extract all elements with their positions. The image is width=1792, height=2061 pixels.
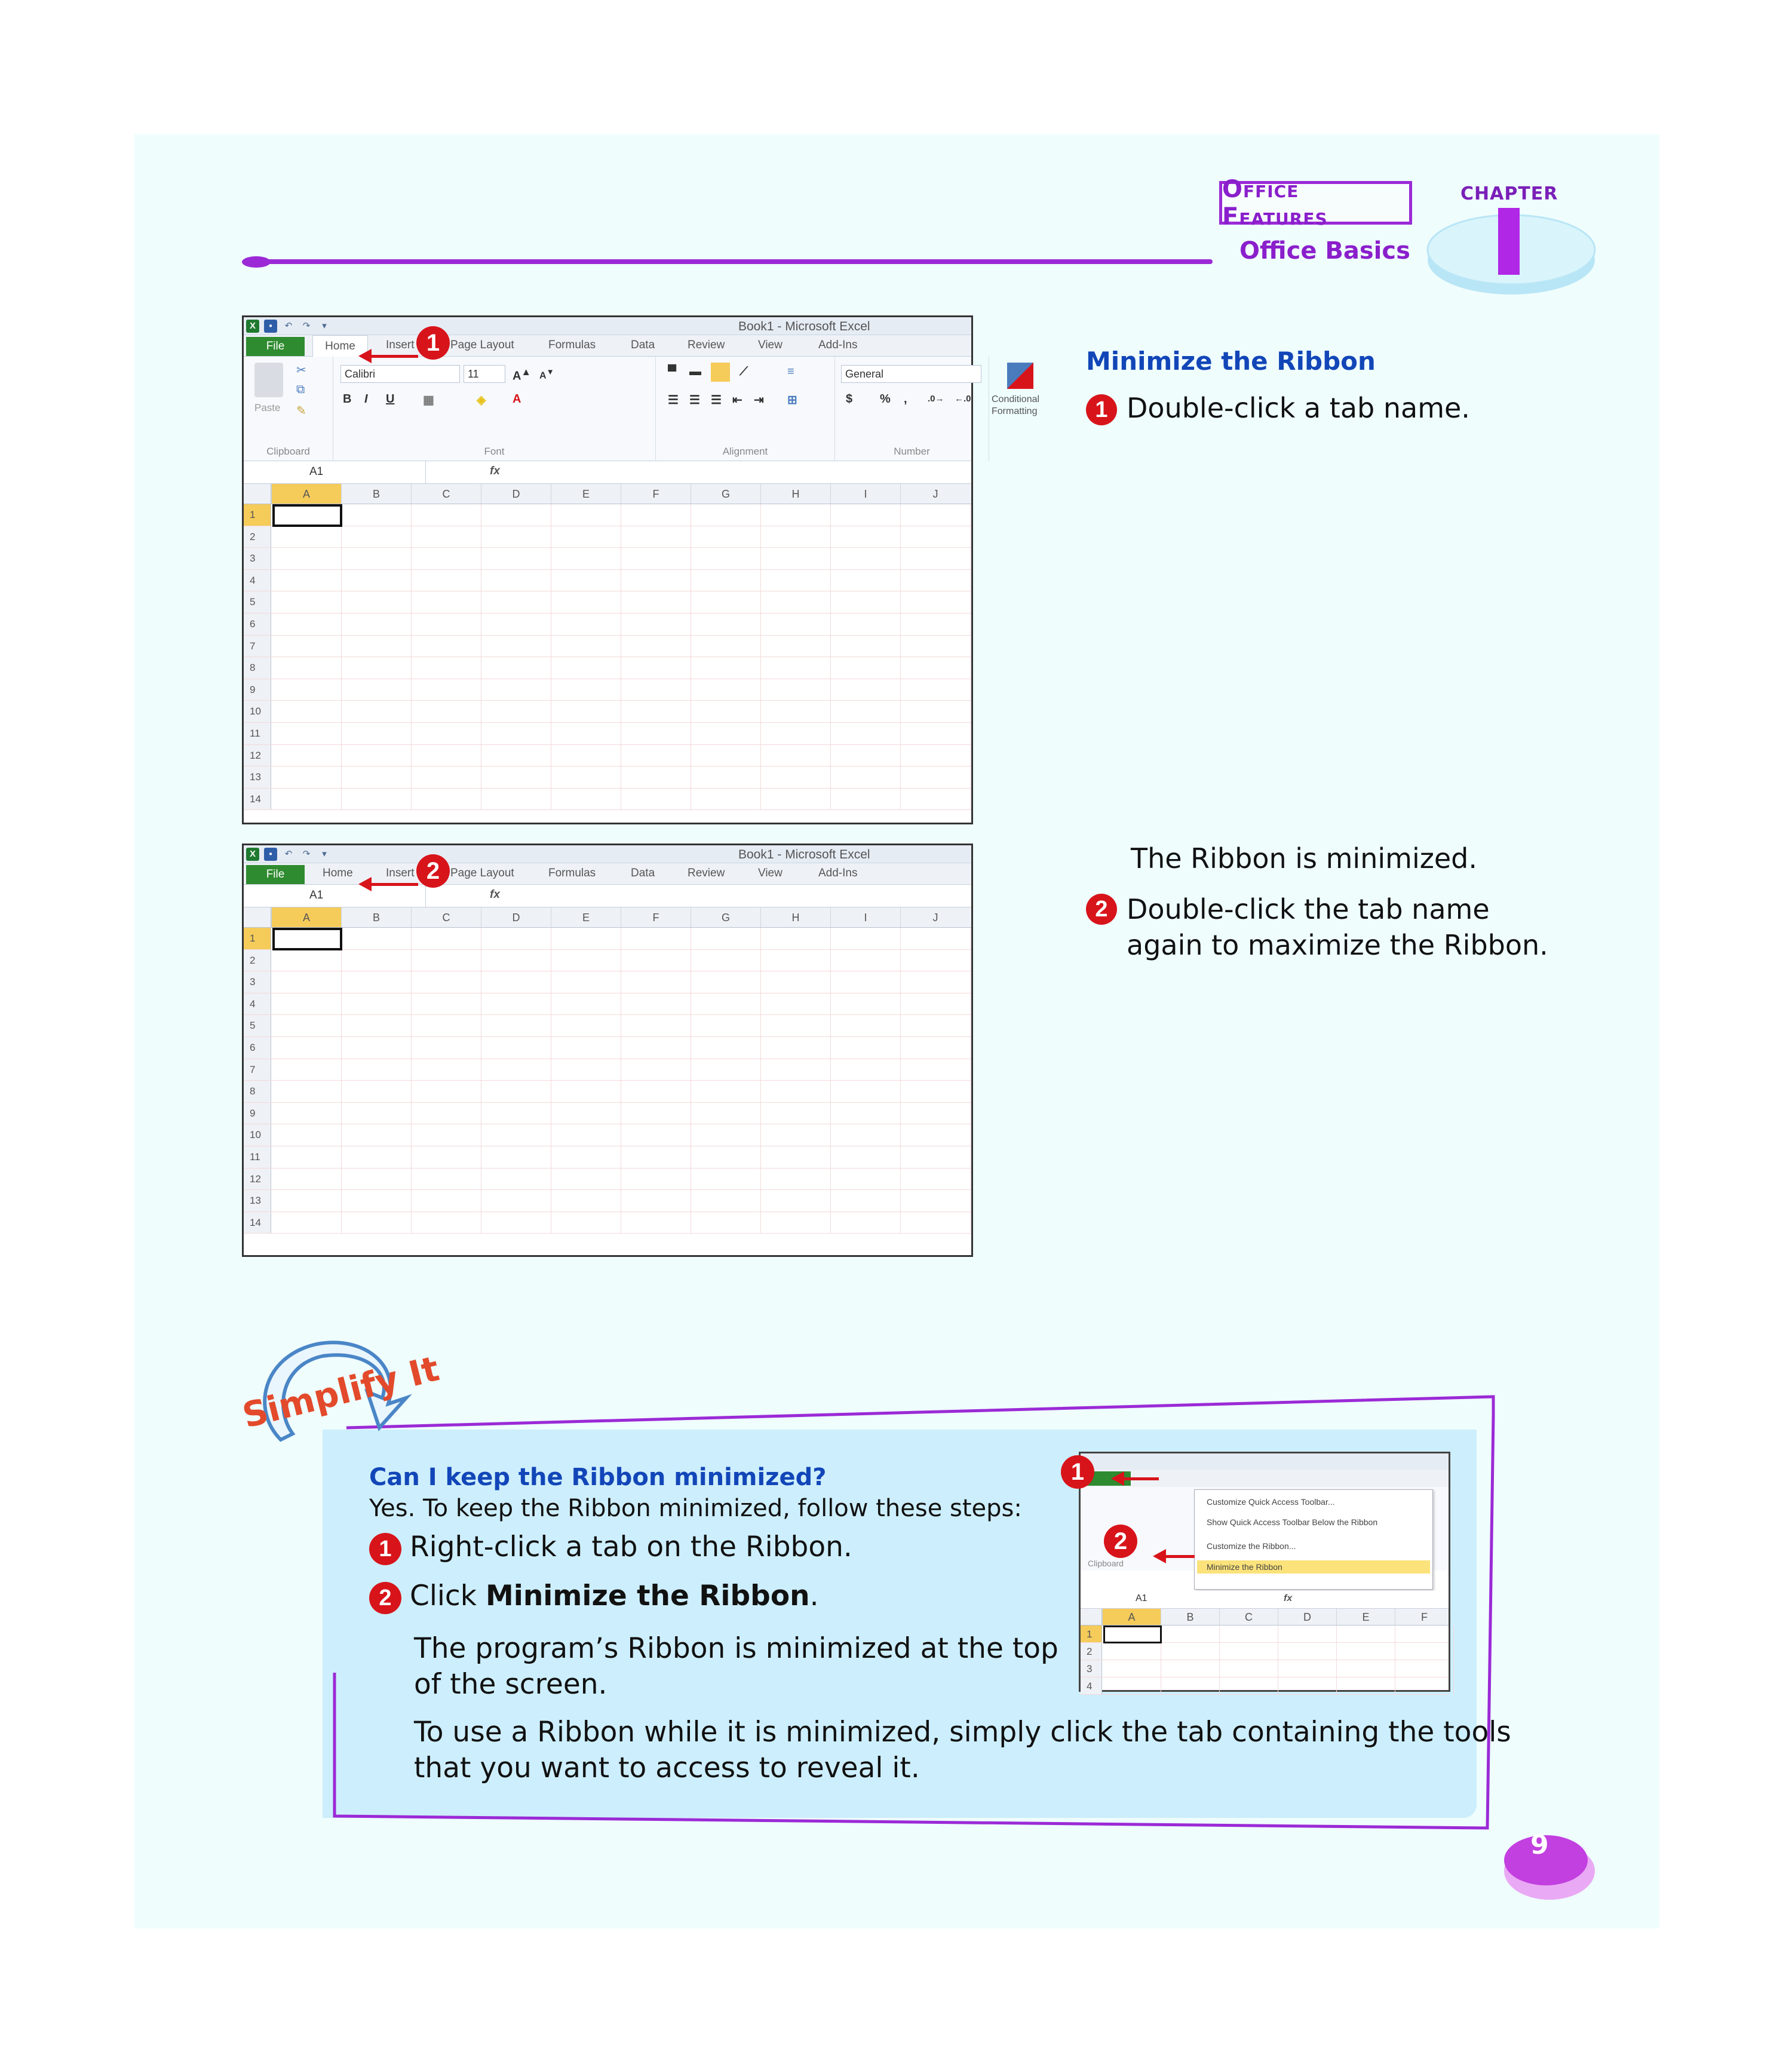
- sheet-row: [244, 766, 971, 789]
- grid-line: [1219, 1626, 1220, 1695]
- selected-cell-a1[interactable]: [272, 504, 342, 527]
- sheet-row: [244, 950, 971, 972]
- currency-icon[interactable]: $: [846, 392, 853, 406]
- row-header-11[interactable]: 11: [244, 723, 271, 744]
- chapter-number-bar: [1498, 208, 1520, 275]
- row-header-9[interactable]: 9: [244, 679, 271, 701]
- simplify-note-2-line-1: To use a Ribbon while it is minimized, simply click the tab containing the tools: [414, 1716, 1511, 1749]
- chapter-label: CHAPTER: [1460, 183, 1558, 204]
- simplify-callout-badge-1: 1: [1061, 1455, 1094, 1489]
- save-icon[interactable]: ▪: [264, 320, 277, 333]
- tab-review[interactable]: Review: [688, 339, 725, 351]
- group-label-number: Number: [894, 446, 930, 457]
- simplify-it-logo: [227, 1314, 454, 1482]
- increase-indent-icon[interactable]: ⇥: [754, 394, 764, 407]
- excel-title-bar: [244, 317, 971, 335]
- simplify-note-2-line-2: that you want to access to reveal it.: [414, 1752, 920, 1784]
- mini-formula-bar: [1081, 1591, 1449, 1609]
- sheet-row: [244, 591, 971, 614]
- menu-item-show-qat-below[interactable]: Show Quick Access Toolbar Below the Ribbon: [1207, 1517, 1378, 1527]
- grid-line: [1336, 1626, 1337, 1695]
- header-rule: [245, 259, 1213, 264]
- decrease-decimal-icon[interactable]: ←.0: [955, 394, 971, 404]
- grow-font-icon[interactable]: A▲: [513, 366, 531, 383]
- column-header-d[interactable]: D: [481, 484, 551, 504]
- underline-icon[interactable]: U: [386, 392, 395, 406]
- paste-icon[interactable]: [254, 363, 283, 397]
- sheet-row: [244, 1190, 971, 1212]
- conditional-formatting-label[interactable]: Conditional Formatting: [992, 394, 1040, 416]
- alignment-group: [656, 357, 835, 461]
- simplify-step-1: [369, 1531, 852, 1565]
- column-header-f[interactable]: F: [621, 907, 691, 927]
- redo-icon[interactable]: ↷: [302, 849, 311, 859]
- step-1-badge: 1: [1086, 394, 1117, 425]
- selected-cell-a1[interactable]: [272, 928, 342, 950]
- simplify-callout-badge-2: 2: [1104, 1525, 1137, 1558]
- align-right-icon[interactable]: ☰: [711, 394, 722, 407]
- row-header-11[interactable]: 11: [244, 1146, 271, 1168]
- sheet-row: [244, 1103, 971, 1125]
- select-all-corner[interactable]: [1081, 1609, 1102, 1625]
- tab-view[interactable]: View: [758, 867, 783, 879]
- tab-add-ins[interactable]: Add-Ins: [818, 339, 858, 351]
- callout-arrow-2: [370, 883, 418, 886]
- grid-line: [341, 504, 342, 810]
- tab-page-layout[interactable]: Page Layout: [450, 339, 514, 351]
- tab-home[interactable]: Home: [323, 867, 353, 879]
- simplify-step-2: [369, 1580, 819, 1614]
- column-header-c[interactable]: C: [1219, 1609, 1278, 1625]
- column-header-b[interactable]: B: [1161, 1609, 1219, 1625]
- formula-bar: [244, 885, 971, 907]
- sheet-row: [244, 614, 971, 636]
- ribbon: [244, 357, 1040, 461]
- callout-badge-2: 2: [416, 854, 450, 888]
- window-title: Book1 - Microsoft Excel: [738, 848, 870, 861]
- column-headers: [244, 907, 971, 928]
- column-header-b[interactable]: B: [341, 484, 411, 504]
- excel-title-bar: [244, 845, 971, 863]
- row-header-14[interactable]: 14: [244, 789, 271, 810]
- simplify-step-1-badge: 1: [369, 1533, 401, 1565]
- column-header-i[interactable]: I: [830, 484, 900, 504]
- step-2-bold: Minimize the Ribbon: [485, 1580, 810, 1612]
- sheet-row: [244, 504, 971, 526]
- row-header-6[interactable]: 6: [244, 614, 271, 635]
- group-label-font: Font: [484, 446, 505, 457]
- step-1-text: Double-click a tab name.: [1127, 392, 1470, 424]
- grid-line: [341, 928, 342, 1234]
- tab-insert[interactable]: Insert: [386, 339, 415, 351]
- feature-label: Office Features: [1219, 181, 1412, 225]
- excel-screenshot-minimized: [242, 844, 973, 1257]
- menu-item-minimize-ribbon[interactable]: Minimize the Ribbon: [1197, 1560, 1430, 1574]
- mini-clipboard-label: Clipboard: [1088, 1559, 1124, 1568]
- undo-icon[interactable]: ↶: [284, 849, 293, 859]
- sheet-row: [244, 1168, 971, 1191]
- row-header-7[interactable]: 7: [244, 1059, 271, 1081]
- sheet-row: [244, 548, 971, 570]
- grid-line: [900, 928, 901, 1234]
- callout-arrow-1: [370, 355, 418, 358]
- grid-line: [830, 504, 831, 810]
- group-label-clipboard: Clipboard: [266, 446, 310, 457]
- cut-icon[interactable]: ✂: [296, 364, 306, 377]
- mini-name-box[interactable]: A1: [1136, 1593, 1147, 1603]
- tab-review[interactable]: Review: [688, 867, 725, 879]
- group-label-alignment: Alignment: [722, 446, 768, 457]
- instruction-step-1: [1086, 392, 1470, 425]
- sheet-grid: [244, 504, 971, 827]
- select-all-corner[interactable]: [244, 484, 271, 504]
- page-number-badge: [1499, 1822, 1600, 1906]
- row-header-13[interactable]: 13: [244, 766, 271, 788]
- row-header-3[interactable]: 3: [1081, 1660, 1102, 1677]
- simplify-question: Can I keep the Ribbon minimized?: [369, 1464, 827, 1491]
- callout-badge-1: 1: [416, 326, 450, 360]
- sheet-row: [244, 928, 971, 950]
- mini-fx-icon[interactable]: fx: [1284, 1593, 1293, 1603]
- tab-formulas[interactable]: Formulas: [548, 339, 596, 351]
- simplify-step-2-text: [410, 1580, 819, 1612]
- column-headers: [244, 484, 971, 504]
- row-header-1[interactable]: 1: [1081, 1626, 1102, 1642]
- tab-file[interactable]: File: [246, 865, 305, 884]
- sheet-row: [244, 1015, 971, 1037]
- column-header-f[interactable]: F: [1395, 1609, 1453, 1625]
- grid-line: [411, 928, 412, 1234]
- mini-title-bar: [1081, 1453, 1449, 1470]
- row-header-4[interactable]: 4: [244, 570, 271, 591]
- wrap-text-icon[interactable]: ≡: [787, 365, 794, 378]
- column-header-g[interactable]: G: [691, 907, 760, 927]
- simplify-answer: Yes. To keep the Ribbon minimized, follow these steps:: [369, 1495, 1022, 1522]
- step-2-line-1: Double-click the tab name: [1127, 893, 1490, 925]
- step-2-text: [1127, 891, 1548, 963]
- sheet-row: [244, 1146, 971, 1168]
- instruction-step-2: [1086, 891, 1548, 963]
- column-header-a[interactable]: A: [1102, 1609, 1161, 1625]
- mini-selected-cell[interactable]: [1103, 1626, 1162, 1643]
- row-header-2[interactable]: 2: [244, 526, 271, 548]
- sheet-row: [244, 701, 971, 723]
- font-group: [333, 357, 656, 461]
- row-header-5[interactable]: 5: [244, 591, 271, 613]
- qat-dropdown-icon[interactable]: ▾: [322, 321, 327, 331]
- sheet-row: [244, 636, 971, 658]
- align-top-icon[interactable]: ▀: [668, 365, 677, 378]
- select-all-corner[interactable]: [244, 907, 271, 927]
- sheet-row: [244, 657, 971, 679]
- sheet-row: [244, 993, 971, 1016]
- font-size-box[interactable]: 11: [464, 365, 505, 383]
- column-header-j[interactable]: J: [900, 907, 970, 927]
- italic-icon[interactable]: I: [364, 392, 368, 406]
- simplify-step-1-text: Right-click a tab on the Ribbon.: [410, 1531, 852, 1563]
- step-2-suffix: .: [809, 1580, 819, 1612]
- grid-line: [760, 928, 761, 1234]
- redo-icon[interactable]: ↷: [302, 321, 311, 331]
- row-header-3[interactable]: 3: [244, 548, 271, 569]
- row-header-14[interactable]: 14: [244, 1212, 271, 1234]
- row-header-12[interactable]: 12: [244, 1168, 271, 1190]
- simplify-note-2: [414, 1715, 1511, 1786]
- row-header-5[interactable]: 5: [244, 1015, 271, 1036]
- simplify-note-1: [414, 1631, 1058, 1703]
- sheet-row: [244, 679, 971, 701]
- tab-insert[interactable]: Insert: [386, 867, 415, 879]
- column-header-i[interactable]: I: [830, 907, 900, 927]
- font-color-icon[interactable]: A: [513, 392, 521, 406]
- column-header-f[interactable]: F: [621, 484, 691, 504]
- borders-icon[interactable]: ▦: [423, 394, 434, 407]
- grid-line: [1453, 1626, 1454, 1695]
- column-header-c[interactable]: C: [411, 907, 481, 927]
- number-group: [835, 357, 989, 461]
- sheet-row: [244, 745, 971, 767]
- step-2-prefix: Click: [410, 1580, 486, 1612]
- bold-icon[interactable]: B: [343, 392, 352, 406]
- column-header-e[interactable]: E: [1336, 1609, 1395, 1625]
- conditional-formatting-icon[interactable]: [1007, 363, 1033, 389]
- sheet-row: [244, 1037, 971, 1059]
- sheet-row: [244, 570, 971, 592]
- formula-bar: [244, 461, 971, 484]
- sheet-row: [244, 723, 971, 745]
- comma-icon[interactable]: ,: [904, 392, 907, 406]
- sheet-row: [244, 789, 971, 811]
- merge-center-icon[interactable]: ⊞: [787, 394, 797, 407]
- sheet-grid: [244, 928, 971, 1262]
- sheet-row: [244, 1081, 971, 1103]
- column-header-g[interactable]: G: [691, 484, 760, 504]
- simplify-note-1-line-1: The program’s Ribbon is minimized at the top: [414, 1632, 1058, 1665]
- sheet-row: [1081, 1660, 1449, 1677]
- context-menu-screenshot: [1079, 1452, 1450, 1692]
- shrink-font-icon[interactable]: A▼: [539, 367, 554, 381]
- decrease-indent-icon[interactable]: ⇤: [732, 394, 742, 407]
- simplify-note-1-line-2: of the screen.: [414, 1668, 607, 1701]
- tab-data[interactable]: Data: [631, 867, 655, 879]
- step-2-badge: 2: [1086, 894, 1117, 925]
- grid-line: [970, 504, 971, 810]
- column-header-h[interactable]: H: [760, 907, 830, 927]
- fill-color-icon[interactable]: ◈: [477, 394, 486, 407]
- instruction-title: Minimize the Ribbon: [1086, 346, 1376, 376]
- column-header-d[interactable]: D: [1278, 1609, 1336, 1625]
- section-title: Office Basics: [1239, 237, 1410, 265]
- save-icon[interactable]: ▪: [264, 848, 277, 861]
- column-header-a[interactable]: A: [271, 484, 341, 504]
- row-header-2[interactable]: 2: [1081, 1643, 1102, 1660]
- fx-icon[interactable]: fx: [490, 888, 500, 901]
- align-middle-icon[interactable]: ▬: [689, 365, 701, 378]
- menu-item-customize-qat[interactable]: Customize Quick Access Toolbar...: [1207, 1497, 1335, 1507]
- ribbon-tab-row: [244, 863, 971, 885]
- align-center-icon[interactable]: ☰: [689, 394, 700, 407]
- name-box[interactable]: A1: [244, 461, 426, 483]
- window-title: Book1 - Microsoft Excel: [738, 320, 870, 333]
- row-header-10[interactable]: 10: [244, 1124, 271, 1146]
- step-2-line-2: again to maximize the Ribbon.: [1127, 929, 1548, 961]
- row-header-8[interactable]: 8: [244, 657, 271, 679]
- menu-item-customize-ribbon[interactable]: Customize the Ribbon...: [1207, 1541, 1296, 1551]
- number-format-box[interactable]: General: [841, 365, 981, 383]
- styles-group: [989, 357, 1061, 461]
- align-left-icon[interactable]: ☰: [668, 394, 679, 407]
- tab-formulas[interactable]: Formulas: [548, 867, 596, 879]
- row-header-9[interactable]: 9: [244, 1103, 271, 1124]
- row-header-3[interactable]: 3: [244, 971, 271, 993]
- orientation-icon[interactable]: ⟋: [739, 365, 748, 378]
- increase-decimal-icon[interactable]: .0→: [928, 394, 944, 404]
- fx-icon[interactable]: fx: [490, 465, 500, 477]
- tab-add-ins[interactable]: Add-Ins: [818, 867, 858, 879]
- tab-view[interactable]: View: [758, 339, 783, 351]
- align-bottom-icon[interactable]: [711, 363, 730, 382]
- row-header-10[interactable]: 10: [244, 701, 271, 722]
- excel-screenshot-ribbon: [242, 315, 1040, 824]
- clipboard-group: [244, 357, 333, 461]
- sheet-row: [244, 971, 971, 993]
- excel-app-icon: X: [246, 848, 259, 861]
- row-header-8[interactable]: 8: [244, 1081, 271, 1102]
- row-header-12[interactable]: 12: [244, 745, 271, 766]
- row-header-1[interactable]: 1: [244, 928, 271, 949]
- tab-file[interactable]: File: [246, 337, 305, 356]
- column-header-c[interactable]: C: [411, 484, 481, 504]
- format-painter-icon[interactable]: ✎: [296, 404, 306, 418]
- grid-line: [900, 504, 901, 810]
- grid-line: [830, 928, 831, 1234]
- font-name-box[interactable]: Calibri: [340, 365, 460, 383]
- row-header-2[interactable]: 2: [244, 950, 271, 971]
- row-header-4[interactable]: 4: [244, 993, 271, 1015]
- quick-access-toolbar: [246, 848, 331, 861]
- paste-label[interactable]: Paste: [254, 402, 281, 413]
- simplify-callout-arrow-1: [1123, 1477, 1159, 1480]
- excel-app-icon: X: [246, 320, 259, 333]
- row-header-1[interactable]: 1: [244, 504, 271, 526]
- sheet-row: [244, 1212, 971, 1234]
- page-number: 9: [1530, 1830, 1549, 1860]
- column-header-j[interactable]: J: [900, 484, 970, 504]
- ribbon-tab-row: [244, 335, 971, 357]
- copy-icon[interactable]: ⧉: [296, 383, 305, 396]
- sheet-row: [244, 526, 971, 548]
- column-header-b[interactable]: B: [341, 907, 411, 927]
- sheet-row: [244, 1124, 971, 1146]
- qat-dropdown-icon[interactable]: ▾: [322, 849, 327, 859]
- tab-data[interactable]: Data: [631, 339, 655, 351]
- grid-line: [760, 504, 761, 810]
- quick-access-toolbar: [246, 320, 331, 333]
- grid-line: [411, 504, 412, 810]
- sheet-row: [1081, 1643, 1449, 1660]
- svg-text:Simplify It: Simplify It: [238, 1348, 443, 1436]
- tab-home[interactable]: Home: [312, 335, 368, 357]
- tab-page-layout[interactable]: Page Layout: [450, 867, 514, 879]
- result-note-1: The Ribbon is minimized.: [1131, 842, 1477, 875]
- grid-line: [970, 928, 971, 1234]
- name-box[interactable]: A1: [244, 885, 426, 907]
- column-header-d[interactable]: D: [481, 907, 551, 927]
- context-menu: [1194, 1489, 1433, 1590]
- row-header-13[interactable]: 13: [244, 1190, 271, 1212]
- column-header-h[interactable]: H: [760, 484, 830, 504]
- mini-column-headers: [1081, 1609, 1449, 1626]
- undo-icon[interactable]: ↶: [284, 321, 293, 331]
- simplify-callout-arrow-2: [1165, 1555, 1195, 1558]
- row-header-4[interactable]: 4: [1081, 1677, 1102, 1694]
- sheet-row: [1081, 1677, 1449, 1695]
- simplify-step-2-badge: 2: [369, 1582, 401, 1614]
- column-header-a[interactable]: A: [271, 907, 341, 927]
- column-header-e[interactable]: E: [551, 907, 621, 927]
- row-header-6[interactable]: 6: [244, 1037, 271, 1059]
- row-header-7[interactable]: 7: [244, 636, 271, 657]
- percent-icon[interactable]: %: [880, 392, 891, 406]
- column-header-e[interactable]: E: [551, 484, 621, 504]
- sheet-row: [244, 1059, 971, 1081]
